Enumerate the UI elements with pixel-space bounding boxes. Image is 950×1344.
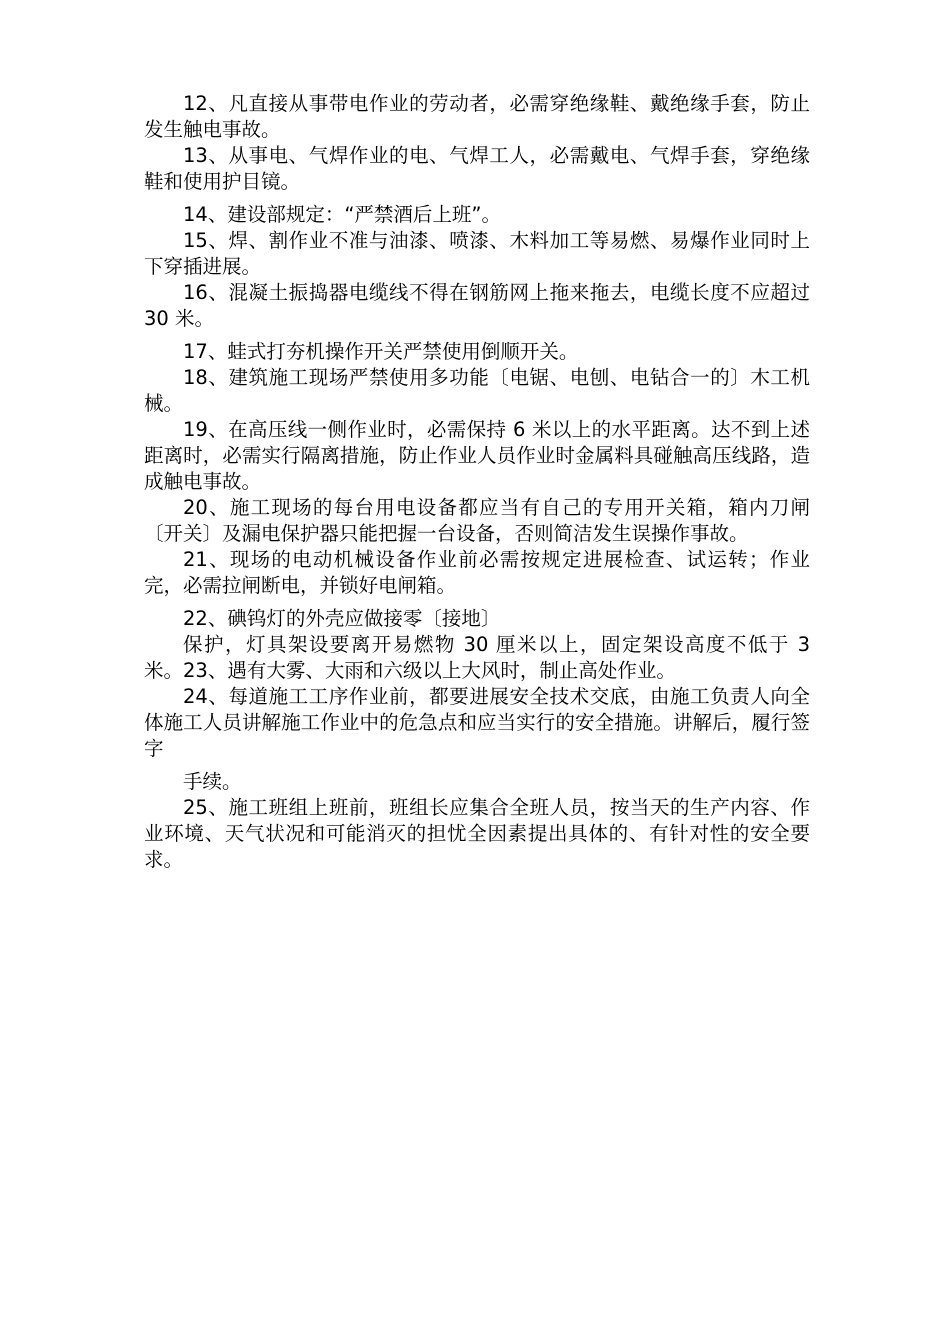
paragraph-19: 19、在高压线一侧作业时，必需保持 6 米以上的水平距离。达不到上述距离时，必需实行隔离措施，防止作业人员作业时金属料具碰触高压线路，造成触电事故。: [144, 418, 810, 493]
paragraph-13: 13、从事电、气焊作业的电、气焊工人，必需戴电、气焊手套，穿绝缘鞋和使用护目镜。: [144, 144, 810, 193]
paragraph-22-continued: 保护，灯具架设要离开易燃物 30 厘米以上，固定架设高度不低于 3 米。23、遇有大雾、大雨和六级以上大风时，制止高处作业。: [144, 633, 810, 682]
paragraph-14: 14、建设部规定：“严禁酒后上班”。: [183, 203, 502, 226]
paragraph-20: 20、施工现场的每台用电设备都应当有自己的专用开关箱，箱内刀闸〔开关〕及漏电保护器只能把握一台设备，否则简洁发生误操作事故。: [144, 496, 810, 545]
document-body: [144, 91, 810, 873]
paragraph-16: 16、混凝土振捣器电缆线不得在钢筋网上拖来拖去，电缆长度不应超过 30 米。: [144, 281, 810, 330]
paragraph-25: 25、施工班组上班前，班组长应集合全班人员，按当天的生产内容、作业环境、天气状况和可能消灭的担忧全因素提出具体的、有针对性的安全要求。: [144, 796, 810, 871]
paragraph-24: 24、每道施工工序作业前，都要进展安全技术交底，由施工负责人向全体施工人员讲解施工作业中的危急点和应当实行的安全措施。讲解后，履行签字: [144, 685, 810, 760]
paragraph-21: 21、现场的电动机械设备作业前必需按规定进展检查、试运转；作业完，必需拉闸断电，并锁好电闸箱。: [144, 548, 810, 597]
paragraph-24-continued: 手续。: [183, 770, 242, 793]
paragraph-18: 18、建筑施工现场严禁使用多功能〔电锯、电刨、电钻合一的〕木工机械。: [144, 366, 810, 415]
paragraph-22: 22、碘钨灯的外壳应做接零〔接地〕: [183, 607, 501, 630]
paragraph-12: 12、凡直接从事带电作业的劳动者，必需穿绝缘鞋、戴绝缘手套，防止发生触电事故。: [144, 92, 810, 141]
paragraph-17: 17、蛙式打夯机操作开关严禁使用倒顺开关。: [183, 340, 579, 363]
paragraph-15: 15、焊、割作业不准与油漆、喷漆、木料加工等易燃、易爆作业同时上下穿插进展。: [144, 229, 810, 278]
